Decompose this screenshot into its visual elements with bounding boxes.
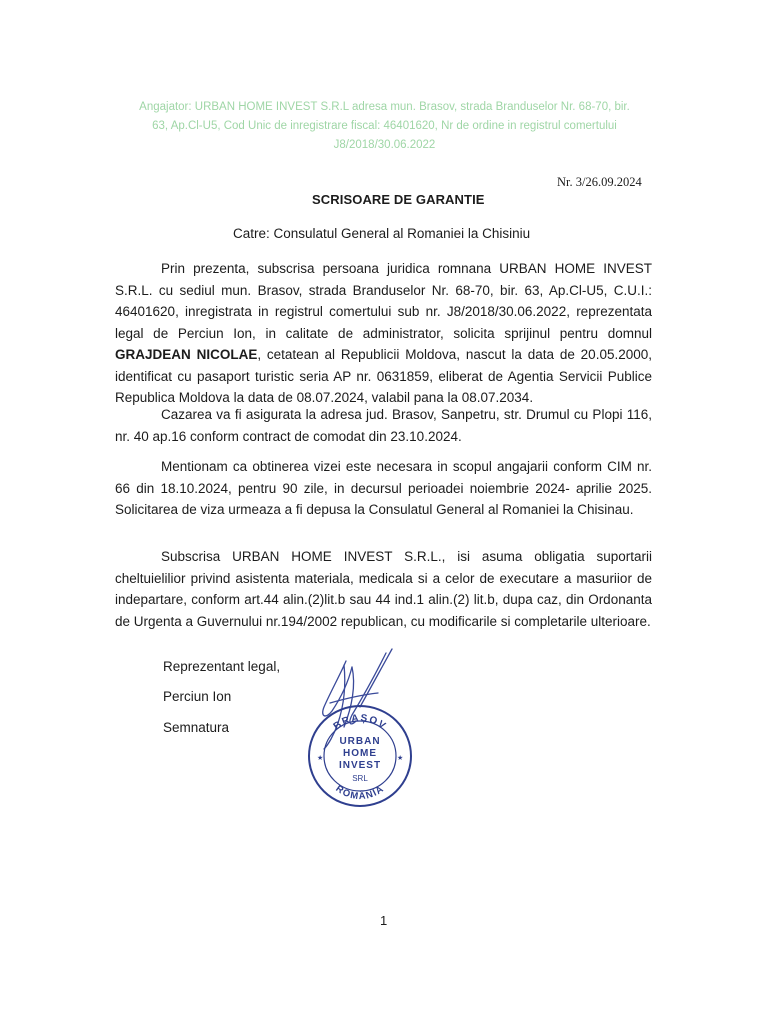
- paragraph-1-end: , cetatean al Republicii Moldova, nascut la data de 20.05.2000, identificat cu pasaport turistic seria AP nr. 0631859, eliberat de Agentia Servicii Publice Republica Moldova la data de 08.07.2024, valabil pana la 08.07.2034.: [115, 347, 652, 405]
- employer-header: [112, 98, 657, 155]
- visa-purpose-paragraph: Mentionam ca obtinerea vizei este necesara in scopul angajarii conform CIM nr. 66 din 18.10.2024, pentru 90 zile, in decursul perioadei noiembrie 2024- aprilie 2025. Solicitarea de viza urmeaza a fi depusa la Consulatul General al Romaniei la Chisinau.: [115, 459, 652, 517]
- stamp-line-1: URBAN: [339, 736, 381, 747]
- document-number: Nr. 3/26.09.2024: [557, 175, 642, 189]
- company-stamp: [305, 702, 415, 810]
- recipient-line: Catre: Consulatul General al Romaniei la Chisiniu: [233, 226, 531, 241]
- document-title: SCRISOARE DE GARANTIE: [312, 192, 485, 207]
- stamp-bottom-text: ROMÂNIA: [333, 783, 387, 803]
- paragraph-2: [115, 404, 652, 447]
- guarantee-beneficiary-name: GRAJDEAN NICOLAE: [115, 347, 258, 362]
- stamp-star-right-icon: ★: [397, 754, 404, 762]
- stamp-line-3: INVEST: [338, 760, 382, 771]
- employer-line-1: Angajator: URBAN HOME INVEST S.R.L adresa mun. Brasov, strada Branduselor Nr. 68-70, bir.: [139, 101, 630, 113]
- accommodation-paragraph: Cazarea va fi asigurata la adresa jud. Brasov, Sanpetru, str. Drumul cu Plopi 116, nr. 40 ap.16 conform contract de comodat din 23.10.2024.: [115, 407, 652, 444]
- obligation-paragraph: Subscrisa URBAN HOME INVEST S.R.L., isi asuma obligatia suportarii cheltuielilior privind asistenta materiala, medicala si a celor de executare a masuriior de indepartare, conform art.44 alin.(2)lit.b sau 44 ind.1 alin.(2) lit.b, dupa caz, din Ordonanta de Urgenta a Guvernului nr.194/2002 republican, cu modificarile si completarile ulterioare.: [115, 549, 652, 629]
- paragraph-4: [115, 546, 652, 632]
- employer-line-3: J8/2018/30.06.2022: [333, 139, 436, 151]
- employer-line-2: 63, Ap.Cl-U5, Cod Unic de inregistrare fiscal: 46401620, Nr de ordine in registrul comertului: [152, 120, 617, 132]
- stamp-top-text: BRAȘOV: [331, 712, 389, 733]
- stamp-line-2: HOME: [343, 748, 377, 759]
- paragraph-1-start: Prin prezenta, subscrisa persoana juridica romnana URBAN HOME INVEST S.R.L. cu sediul mun. Brasov, strada Branduselor Nr. 68-70, bir. 63, Ap.Cl-U5, C.U.I.: 46401620, inregistrata in registrul comertului sub nr. J8/2018/30.06.2022, reprezentata legal de Perciun Ion, in calitate de administrator, solicita sprijinul pentru domnul: [115, 261, 652, 341]
- stamp-star-left-icon: ★: [317, 754, 324, 762]
- paragraph-1: [115, 258, 652, 409]
- signature-label: Semnatura: [163, 720, 230, 735]
- legal-representative-label: Reprezentant legal,: [163, 659, 281, 674]
- page-number: 1: [380, 913, 388, 928]
- paragraph-3: [115, 456, 652, 521]
- representative-name: Perciun Ion: [163, 689, 232, 704]
- stamp-line-4: SRL: [352, 774, 368, 783]
